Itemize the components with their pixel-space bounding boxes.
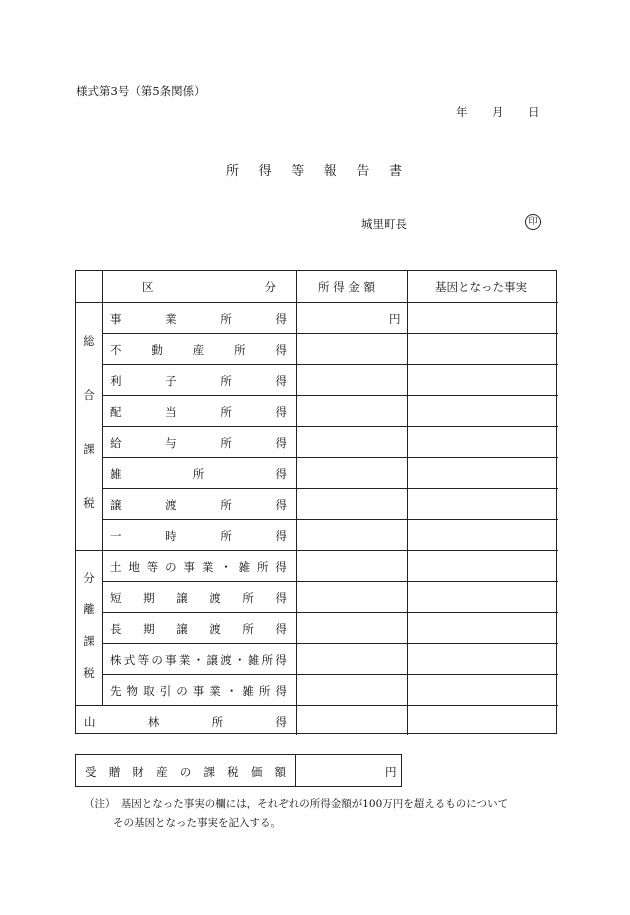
income-category-label (110, 404, 287, 420)
income-category-char: 等 (137, 653, 150, 667)
income-category-char: 所 (242, 591, 254, 605)
gift-valuation-char: 贈 (108, 765, 121, 779)
income-category-char: 得 (275, 312, 287, 326)
date-month-label: 月 (492, 105, 504, 119)
income-category-char: 期 (143, 591, 155, 605)
forestry-income-char: 得 (275, 715, 287, 729)
header-basis-fact: 基因となった事実 (435, 280, 527, 294)
income-category-char: 与 (165, 436, 177, 450)
income-category-char: 雑 (110, 467, 122, 481)
income-category-char: 雑 (247, 653, 260, 667)
income-category-char: 業 (178, 653, 191, 667)
gift-valuation-char: 産 (156, 765, 168, 779)
group-label-char: 離 (83, 602, 95, 617)
income-category-char: 得 (275, 529, 287, 543)
income-category-char: 得 (275, 343, 287, 357)
income-category-label (110, 311, 287, 327)
note-line-2: その基因となった事実を記入する。 (113, 817, 281, 829)
income-category-char: の (176, 684, 188, 698)
gift-yen-unit: 円 (385, 765, 397, 779)
income-category-char: 所 (242, 622, 254, 636)
income-category-char: 時 (165, 529, 177, 543)
income-category-char: 利 (110, 374, 122, 388)
income-category-label (110, 621, 287, 637)
grid-line (76, 705, 558, 706)
gift-valuation-char: の (179, 765, 192, 779)
income-category-label (110, 590, 287, 606)
income-category-label (110, 466, 287, 482)
income-category-label (110, 435, 287, 451)
gift-valuation-label (85, 764, 286, 780)
title-char: 等 (291, 164, 305, 179)
group-label-char: 課 (83, 442, 95, 457)
income-category-char: 期 (143, 622, 155, 636)
title-char: 所 (226, 164, 240, 179)
income-category-char: 渡 (209, 591, 221, 605)
forestry-income-label (84, 714, 287, 730)
group-label-char: 課 (83, 634, 95, 649)
grid-line (407, 271, 408, 735)
income-category-char: 株 (110, 653, 122, 667)
income-category-char: 一 (110, 529, 122, 543)
income-category-char: 所 (220, 498, 232, 512)
group-label-char: 分 (83, 570, 95, 585)
income-category-char: 短 (110, 591, 122, 605)
date-day-label: 日 (528, 105, 540, 119)
income-category-char: 不 (110, 343, 122, 357)
title-char: 得 (258, 164, 272, 179)
seal-mark: 印 (525, 214, 541, 230)
grid-line (102, 488, 558, 489)
gift-valuation-char: 額 (274, 765, 286, 779)
income-category-char: 譲 (206, 653, 218, 667)
income-category-char: 事 (110, 312, 122, 326)
group-label (76, 333, 102, 512)
note-line-1: （注） 基因となった事実の欄には，それぞれの所得金額が100万円を超えるものについて (84, 798, 509, 810)
income-category-char: 所 (220, 312, 232, 326)
forestry-income-char: 林 (147, 715, 160, 729)
income-category-label (110, 652, 287, 668)
income-category-char: の (165, 560, 177, 574)
income-category-label (110, 683, 287, 699)
income-category-char: 先 (110, 684, 122, 698)
page-title (226, 160, 402, 179)
group-label-char: 合 (83, 387, 95, 402)
income-category-char: 譲 (176, 591, 188, 605)
income-category-char: 得 (275, 498, 287, 512)
gift-valuation-char: 課 (203, 765, 215, 779)
grid-line (76, 550, 558, 551)
group-label (76, 570, 102, 682)
grid-line (102, 581, 558, 582)
gift-valuation-char: 受 (85, 765, 97, 779)
income-category-char: 産 (192, 343, 205, 357)
income-category-char: 当 (165, 405, 177, 419)
addressee: 城里町長 (361, 217, 407, 231)
income-category-char: 長 (110, 622, 122, 636)
yen-unit: 円 (389, 312, 401, 326)
grid-line (102, 333, 558, 334)
income-category-char: 事 (165, 653, 177, 667)
income-category-char: 物 (126, 684, 139, 698)
gift-valuation-char: 財 (132, 765, 144, 779)
title-char: 告 (356, 164, 370, 179)
income-category-char: 給 (110, 436, 122, 450)
income-category-char: 動 (151, 343, 163, 357)
grid-line (102, 426, 558, 427)
income-category-char: 事 (183, 560, 195, 574)
grid-line (76, 302, 558, 303)
date-year-label: 年 (456, 105, 468, 119)
income-category-char: 渡 (165, 498, 177, 512)
income-category-char: 業 (209, 684, 221, 698)
grid-line (102, 519, 558, 520)
income-category-char: ・ (225, 684, 238, 698)
income-category-char: 所 (261, 653, 274, 667)
income-category-char: ・ (220, 560, 232, 574)
income-category-char: 業 (165, 312, 177, 326)
grid-line (102, 674, 558, 675)
income-category-char: 得 (275, 591, 287, 605)
gift-valuation-row (75, 754, 402, 787)
income-category-char: 所 (220, 529, 232, 543)
group-label-char: 総 (83, 333, 95, 348)
header-category-char: 分 (264, 280, 276, 294)
income-category-char: 得 (275, 436, 287, 450)
income-category-char: 得 (275, 622, 287, 636)
header-category (142, 279, 276, 295)
grid-line (102, 612, 558, 613)
income-category-char: 得 (275, 560, 287, 574)
grid-line (295, 755, 296, 786)
group-label-char: 税 (83, 496, 95, 511)
gift-valuation-char: 価 (250, 765, 263, 779)
income-category-char: 渡 (209, 622, 221, 636)
income-category-char: 得 (275, 467, 287, 481)
income-category-char: 雑 (238, 560, 251, 574)
income-category-char: 配 (110, 405, 122, 419)
income-category-char: 引 (159, 684, 172, 698)
income-category-char: 等 (146, 560, 159, 574)
income-category-label (110, 528, 287, 544)
forestry-income-char: 所 (211, 715, 224, 729)
income-category-char: 所 (220, 374, 232, 388)
income-category-label (110, 342, 287, 358)
income-category-char: 取 (143, 684, 155, 698)
title-char: 書 (388, 164, 402, 179)
gift-valuation-char: 税 (227, 765, 239, 779)
income-category-char: 譲 (176, 622, 188, 636)
income-category-char: 所 (234, 343, 246, 357)
income-category-char: ・ (234, 653, 246, 667)
income-category-char: 得 (275, 684, 287, 698)
income-category-char: 所 (258, 684, 271, 698)
income-category-char: 得 (275, 653, 287, 667)
income-category-char: 地 (128, 560, 140, 574)
income-category-char: 所 (220, 405, 232, 419)
income-category-char: の (151, 653, 163, 667)
note (84, 795, 508, 833)
header-income-amount: 所 得 金 額 (318, 280, 375, 294)
form-number-label: 様式第3号（第5条関係） (76, 84, 206, 98)
income-category-label (110, 559, 287, 575)
grid-line (296, 271, 297, 735)
grid-line (102, 643, 558, 644)
income-category-char: 所 (220, 436, 232, 450)
income-category-char: 雑 (242, 684, 254, 698)
income-category-label (110, 373, 287, 389)
income-category-label (110, 497, 287, 513)
income-category-char: 譲 (110, 498, 122, 512)
title-char: 報 (323, 164, 337, 179)
income-category-char: 土 (110, 560, 122, 574)
income-category-char: 子 (165, 374, 177, 388)
grid-line (102, 395, 558, 396)
income-category-char: 所 (192, 467, 205, 481)
forestry-income-char: 山 (84, 715, 96, 729)
income-category-char: 得 (275, 405, 287, 419)
income-category-char: 得 (275, 374, 287, 388)
header-category-char: 区 (142, 280, 154, 294)
income-category-char: 業 (201, 560, 214, 574)
income-category-char: 所 (257, 560, 269, 574)
income-category-char: 渡 (220, 653, 232, 667)
income-category-char: 式 (123, 653, 136, 667)
group-label-char: 税 (83, 666, 95, 681)
grid-line (102, 364, 558, 365)
income-category-char: 事 (192, 684, 205, 698)
income-report-table (75, 270, 557, 734)
grid-line (102, 457, 558, 458)
income-category-char: ・ (192, 653, 205, 667)
